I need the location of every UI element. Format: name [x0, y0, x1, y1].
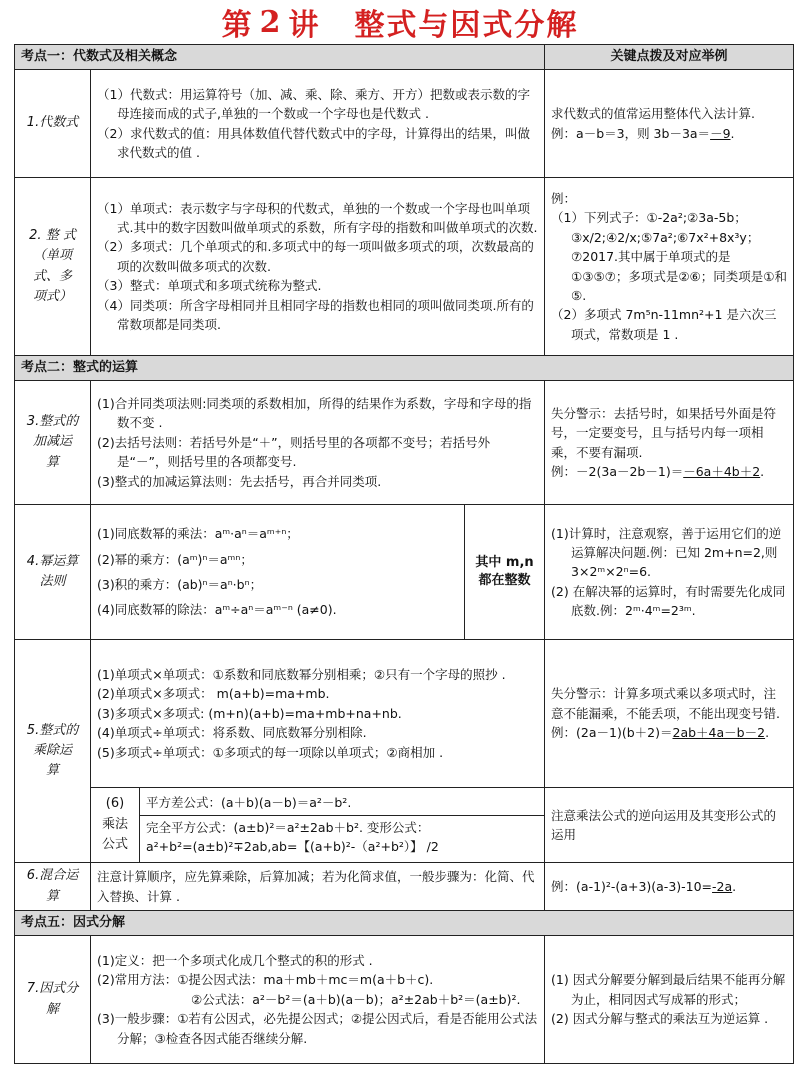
row-label: 3.整式的 加减运 算	[15, 381, 91, 505]
row-label: 4.幂运算 法则	[15, 505, 91, 640]
example-cell: 求代数式的值常运用整体代入法计算. 例：a－b＝3，则 3b－3a＝－9.	[545, 70, 794, 178]
tips-column-title: 关键点拨及对应举例	[545, 45, 794, 70]
row-label: 2. 整 式 （单项 式、多 项式）	[15, 178, 91, 356]
definition-cell: (1)同底数幂的乘法：aᵐ·aⁿ＝aᵐ⁺ⁿ； (2)幂的乘方：(aᵐ)ⁿ＝aᵐⁿ； (3)积的乘方：(ab)ⁿ＝aⁿ·bⁿ； (4)同底数幂的除法：aᵐ÷aⁿ＝aᵐ⁻ⁿ (a≠0).	[91, 505, 465, 640]
definition-cell: (1)合并同类项法则:同类项的系数相加，所得的结果作为系数，字母和字母的指数不变 . (2)去括号法则：若括号外是“＋”，则括号里的各项都不变号；若括号外是“－”，则括号里的各项都变号. (3)整式的加减运算法则：先去括号，再合并同类项.	[91, 381, 545, 505]
note-cell: 其中 m,n 都在整数	[465, 505, 545, 640]
example-cell: 失分警示：去括号时，如果括号外面是符号，一定要变号，且与括号内每一项相乘，不要有漏项. 例：－2(3a－2b－1)＝－6a＋4b＋2.	[545, 381, 794, 505]
section-header-5	[15, 911, 794, 936]
page-title: 第 2 讲 整式与因式分解	[221, 4, 579, 43]
row-label: 6.混合运 算	[15, 863, 91, 911]
section-title: 考点二：整式的运算	[15, 356, 794, 381]
example-cell: (1) 因式分解要分解到最后结果不能再分解为止，相同因式写成幂的形式； (2) 因式分解与整式的乘法互为逆运算 .	[545, 936, 794, 1064]
definition-cell: (1)单项式×单项式：①系数和同底数幂分别相乘；②只有一个字母的照抄 . (2)单项式×多项式： m(a+b)=ma+mb. (3)多项式×多项式: (m+n)(a+b)=ma+mb+na+nb. (4)单项式÷单项式：将系数、同底数幂分别相除. (5)多项式÷单项式：①多项式的每一项除以单项式；②商相加 .	[91, 640, 545, 788]
row-multiplication-formulas	[15, 788, 794, 863]
row-power-rules	[15, 505, 794, 640]
definition-cell: 注意计算顺序，应先算乘除，后算加减；若为化简求值，一般步骤为：化简、代入替换、计算 .	[91, 863, 545, 911]
row-multiply-divide	[15, 640, 794, 788]
row-algebraic-expression	[15, 70, 794, 178]
row-mixed-operations	[15, 863, 794, 911]
row-label: 7.因式分 解	[15, 936, 91, 1064]
definition-cell: （1）代数式：用运算符号（加、减、乘、除、乘方、开方）把数或表示数的字母连接而成的式子,单独的一个数或一个字母也是代数式 . （2）求代数式的值：用具体数值代替代数式中的字母，计算得出的结果，叫做求代数式的值 .	[91, 70, 545, 178]
example-cell: (1)计算时，注意观察，善于运用它们的逆运算解决问题.例：已知 2m+n=2,则 3×2ᵐ×2ⁿ=6. (2) 在解决幂的运算时，有时需要先化成同底数.例：2ᵐ·4ᵐ=2³ᵐ.	[545, 505, 794, 640]
example-cell: 注意乘法公式的逆向运用及其变形公式的运用	[545, 788, 794, 863]
formula-cell	[91, 788, 545, 863]
example-cell: 例： （1）下列式子：①-2a²;②3a-5b；③x/2;④2/x;⑤7a²;⑥7x²+8x³y；⑦2017.其中属于单项式的是①③⑤⑦；多项式是②⑥；同类项是①和⑤. （2）多项式 7m⁵n-11mn²+1 是六次三项式，常数项是 1 .	[545, 178, 794, 356]
formula-list: 平方差公式：(a＋b)(a－b)＝a²－b². 完全平方公式：(a±b)²＝a²±2ab＋b². 变形公式： a²+b²=(a±b)²∓2ab,ab=【(a+b)²-（a²+b²）】 /2	[140, 788, 544, 862]
formula-label: (6) 乘法 公式	[91, 788, 140, 862]
row-add-subtract	[15, 381, 794, 505]
definition-cell: (1)定义：把一个多项式化成几个整式的积的形式 . (2)常用方法：①提公因式法：ma＋mb＋mc＝m(a＋b＋c). ②公式法：a²－b²＝(a＋b)(a－b)；a²±2ab＋b²＝(a±b)². (3)一般步骤：①若有公因式，必先提公因式；②提公因式后，看是否能用公式法分解；③检查各因式能否继续分解.	[91, 936, 545, 1064]
section-header-2	[15, 356, 794, 381]
row-factorization	[15, 936, 794, 1064]
definition-cell: （1）单项式：表示数字与字母积的代数式，单独的一个数或一个字母也叫单项式.其中的数字因数叫做单项式的系数，所有字母的指数和叫做单项式的次数. （2）多项式：几个单项式的和.多项式中的每一项叫做多项式的项，次数最高的项的次数叫做多项式的次数. （3）整式：单项式和多项式统称为整式. （4）同类项：所含字母相同并且相同字母的指数也相同的项叫做同类项.所有的常数项都是同类项.	[91, 178, 545, 356]
row-polynomial	[15, 178, 794, 356]
section-header-1	[15, 45, 794, 70]
section-title: 考点五：因式分解	[15, 911, 794, 936]
row-label: 5.整式的 乘除运 算	[15, 640, 91, 863]
section-title: 考点一：代数式及相关概念	[15, 45, 545, 70]
row-label: 1.代数式	[15, 70, 91, 178]
example-cell: 失分警示：计算多项式乘以多项式时，注意不能漏乘，不能丢项，不能出现变号错. 例：(2a－1)(b＋2)＝2ab＋4a－b－2.	[545, 640, 794, 788]
example-cell: 例：(a-1)²-(a+3)(a-3)-10=-2a.	[545, 863, 794, 911]
